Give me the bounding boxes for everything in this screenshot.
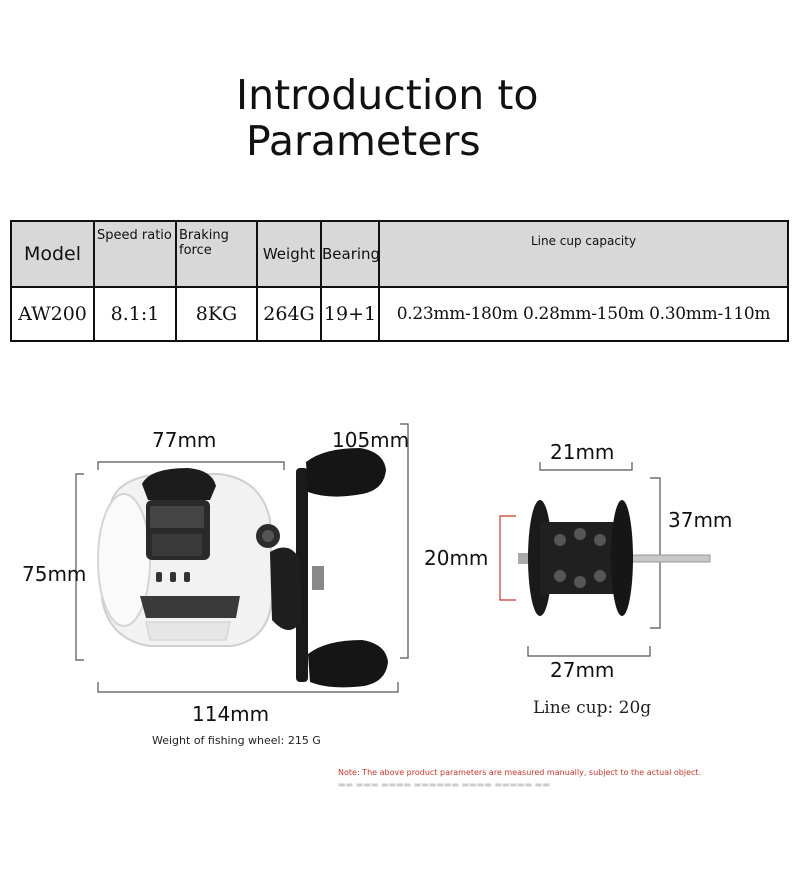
header-speed-ratio: Speed ratio xyxy=(94,221,176,287)
reel-handle-height-label: 105mm xyxy=(332,428,410,452)
spool-inner-dimension xyxy=(500,516,516,600)
spool-top-width-label: 21mm xyxy=(550,440,615,464)
reel-height-label: 75mm xyxy=(22,562,87,586)
cell-speed-ratio: 8.1:1 xyxy=(94,287,176,341)
cell-weight: 264G xyxy=(257,287,321,341)
disclaimer-ghost-text: ▬▬ ▬▬▬ ▬▬▬▬ ▬▬▬▬▬▬ ▬▬▬▬ ▬▬▬▬▬ ▬▬ xyxy=(338,780,550,789)
cell-bearing: 19+1 xyxy=(321,287,379,341)
disclaimer-note: Note: The above product parameters are measured manually, subject to the actual object. xyxy=(338,768,702,777)
reel-width-top-label: 77mm xyxy=(152,428,217,452)
reel-weight-caption: Weight of fishing wheel: 215 G xyxy=(152,734,321,747)
spool-bottom-width-label: 27mm xyxy=(550,658,615,682)
header-model: Model xyxy=(11,221,94,287)
header-weight: Weight xyxy=(257,221,321,287)
reel-width-bottom-label: 114mm xyxy=(192,702,270,726)
line-cup-weight-caption: Line cup: 20g xyxy=(533,698,652,718)
title-line-2: Parameters xyxy=(246,117,481,165)
fishing-reel-image xyxy=(98,448,388,687)
spool-inner-height-label: 20mm xyxy=(424,546,489,570)
spool-height-label: 37mm xyxy=(668,508,733,532)
header-bearing: Bearing xyxy=(321,221,379,287)
header-line-cup-capacity: Line cup capacity xyxy=(379,221,788,287)
cell-braking-force: 8KG xyxy=(176,287,257,341)
header-braking-force: Braking force xyxy=(176,221,257,287)
cell-model: AW200 xyxy=(11,287,94,341)
cell-line-cup-capacity: 0.23mm-180m 0.28mm-150m 0.30mm-110m xyxy=(379,287,788,341)
title-line-1: Introduction to xyxy=(236,71,539,119)
